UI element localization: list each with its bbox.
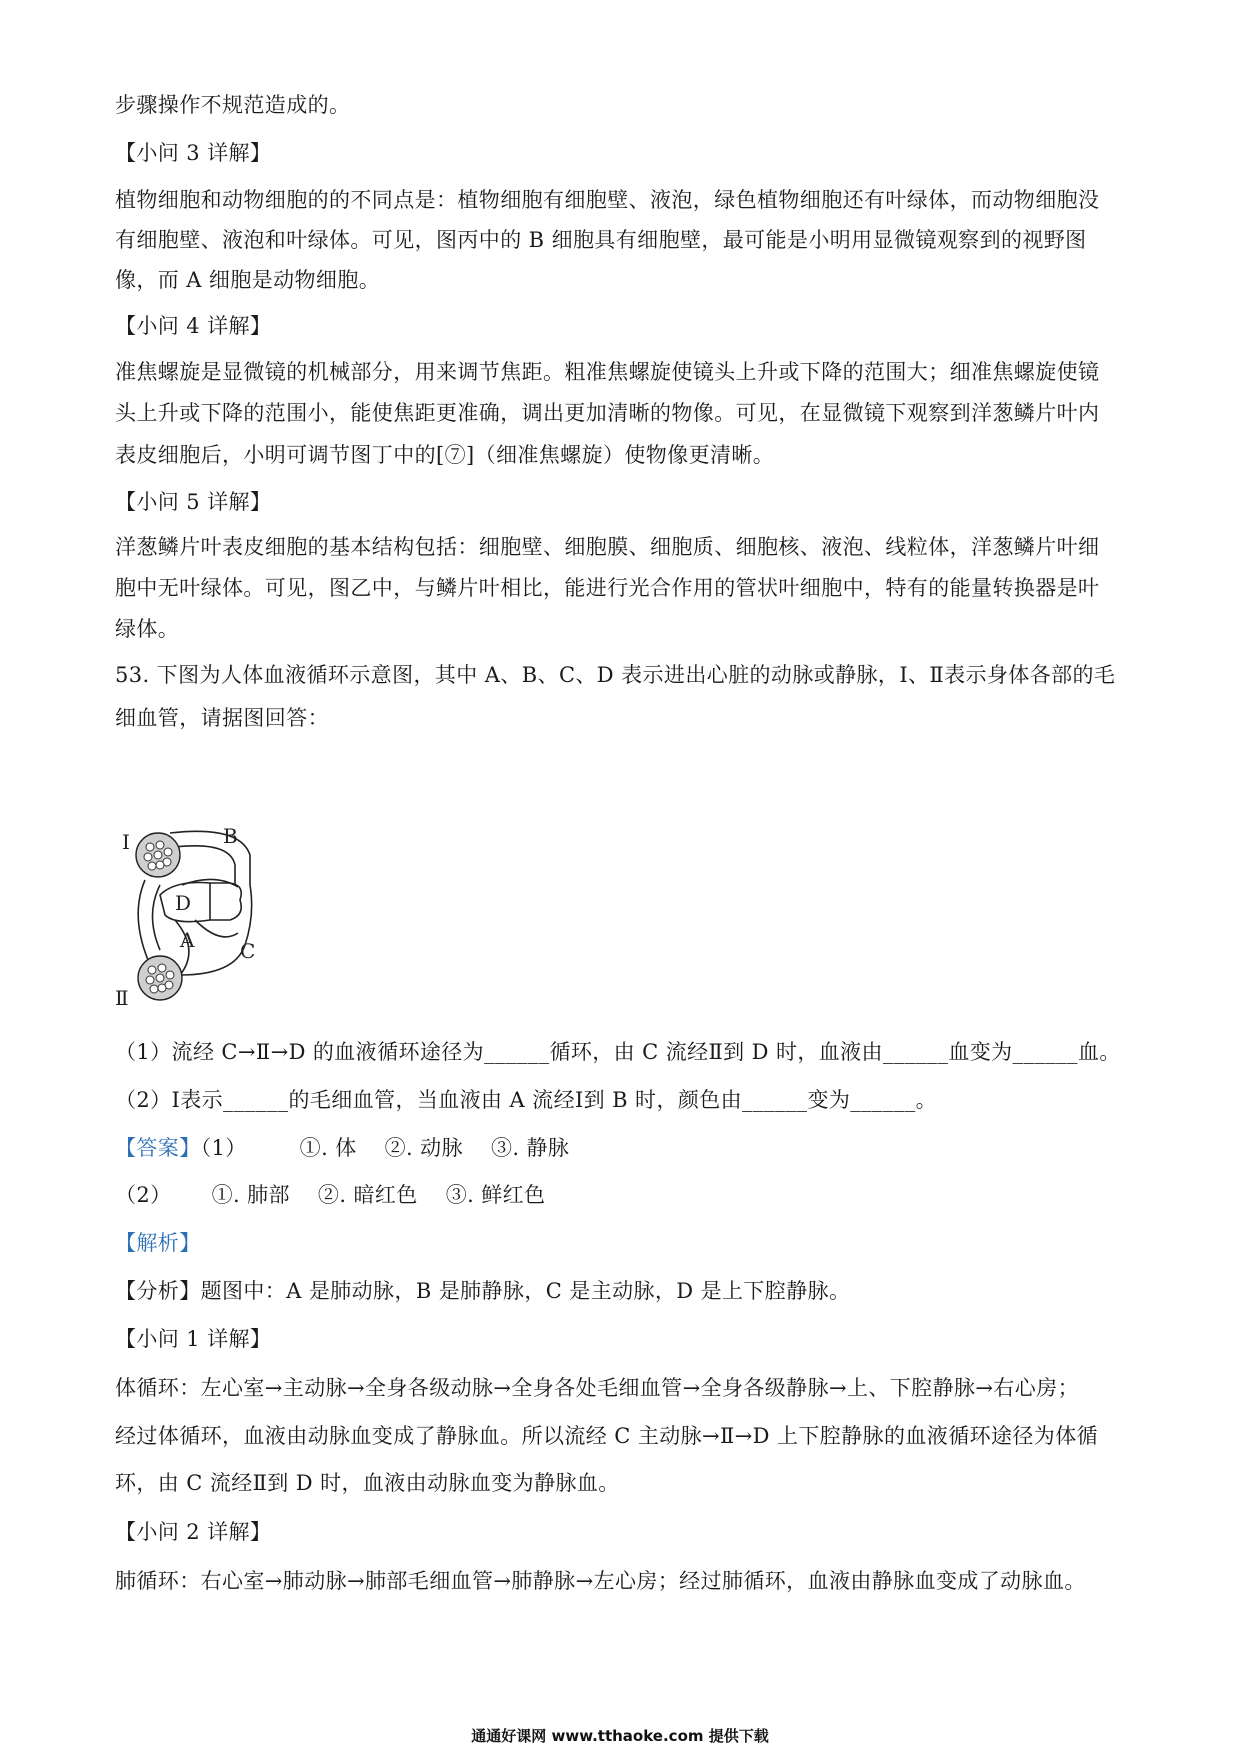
question-stem: 细血管，请据图回答：: [115, 706, 329, 730]
analysis-line: 体循环：左心室→主动脉→全身各级动脉→全身各处毛细血管→全身各级静脉→上、下腔静脉→右心房；: [115, 1376, 1079, 1400]
diagram-label-i: Ⅰ: [122, 830, 130, 854]
answer-q1-number: （1）: [200, 1136, 247, 1160]
diagram-label-ii: Ⅱ: [115, 986, 129, 1010]
section-heading: 【小问 3 详解】: [115, 141, 272, 165]
answer-q2-item: ②. 暗红色: [317, 1183, 418, 1207]
vessel-inner-left: [153, 885, 161, 950]
answer-q1-item: ①. 体: [299, 1136, 357, 1160]
question-2: （2）Ⅰ表示______的毛细血管，当血液由 A 流经Ⅰ到 B 时，颜色由______变为______。: [115, 1088, 938, 1112]
paragraph-line: 植物细胞和动物细胞的的不同点是：植物细胞有细胞壁、液泡，绿色植物细胞还有叶绿体，而动物细胞没: [115, 188, 1100, 212]
question-1: （1）流经 C→Ⅱ→D 的血液循环途径为______循环，由 C 流经Ⅱ到 D 时，血液由______血变为______血。: [115, 1040, 1121, 1064]
answer-tag: 【答案】: [115, 1136, 201, 1160]
paragraph-line: 准焦螺旋是显微镜的机械部分，用来调节焦距。粗准焦螺旋使镜头上升或下降的范围大；细准焦螺旋使镜: [115, 360, 1100, 384]
section-heading: 【小问 2 详解】: [115, 1520, 272, 1544]
paragraph-line: 有细胞壁、液泡和叶绿体。可见，图丙中的 B 细胞具有细胞壁，最可能是小明用显微镜观察到的视野图: [115, 228, 1087, 252]
vessel-aorta: [195, 920, 238, 937]
answer-line-2: [115, 1180, 1125, 1210]
heart-outline: [160, 883, 241, 922]
answer-q2-item: ①. 肺部: [211, 1183, 290, 1207]
paragraph-line: 表皮细胞后，小明可调节图丁中的[⑦]（细准焦螺旋）使物像更清晰。: [115, 443, 775, 467]
page-footer: 通通好课网 www.tthaoke.com 提供下载: [471, 1727, 769, 1745]
analysis-line: 肺循环：右心室→肺动脉→肺部毛细血管→肺静脉→左心房；经过肺循环，血液由静脉血变成了动脉血。: [115, 1569, 1086, 1593]
section-heading: 【小问 1 详解】: [115, 1327, 272, 1351]
diagram-label-b: B: [223, 824, 238, 848]
analysis-line: 经过体循环，血液由动脉血变成了静脉血。所以流经 C 主动脉→Ⅱ→D 上下腔静脉的血液循环途径为体循: [115, 1424, 1098, 1448]
question-stem: 53. 下图为人体血液循环示意图，其中 A、B、C、D 表示进出心脏的动脉或静脉，Ⅰ、Ⅱ表示身体各部的毛: [115, 663, 1116, 687]
paragraph-line: 像，而 A 细胞是动物细胞。: [115, 268, 381, 292]
diagram-label-c: C: [240, 939, 256, 963]
answer-q2-item: ③. 鲜红色: [445, 1183, 546, 1207]
vessel-outer-left: [138, 880, 148, 960]
section-heading: 【小问 4 详解】: [115, 314, 272, 338]
capillary-bed-ii: [138, 956, 182, 1000]
capillary-bed-i: [136, 833, 180, 877]
paragraph-line: 洋葱鳞片叶表皮细胞的基本结构包括：细胞壁、细胞膜、细胞质、细胞核、液泡、线粒体，洋葱鳞片叶细: [115, 535, 1100, 559]
analysis-line: 【分析】题图中：A 是肺动脉，B 是肺静脉，C 是主动脉，D 是上下腔静脉。: [115, 1279, 851, 1303]
diagram-label-d: D: [175, 891, 192, 915]
analysis-line: 环，由 C 流经Ⅱ到 D 时，血液由动脉血变为静脉血。: [115, 1471, 620, 1495]
section-heading: 【小问 5 详解】: [115, 490, 272, 514]
paragraph-line: 步骤操作不规范造成的。: [115, 93, 351, 117]
answer-q1-item: ②. 动脉: [384, 1136, 463, 1160]
answer-q1-item: ③. 静脉: [490, 1136, 570, 1160]
answer-q2-number: （2）: [115, 1183, 172, 1207]
answer-line-1: [115, 1133, 1125, 1163]
paragraph-line: 头上升或下降的范围小，能使焦距更准确，调出更加清晰的物像。可见，在显微镜下观察到洋葱鳞片叶内: [115, 401, 1100, 425]
blood-circulation-diagram: [115, 824, 300, 1010]
paragraph-line: 胞中无叶绿体。可见，图乙中，与鳞片叶相比，能进行光合作用的管状叶细胞中，特有的能量转换器是叶: [115, 576, 1100, 600]
paragraph-line: 绿体。: [115, 617, 180, 641]
diagram-label-a: A: [180, 928, 195, 952]
analysis-tag: 【解析】: [115, 1231, 201, 1255]
